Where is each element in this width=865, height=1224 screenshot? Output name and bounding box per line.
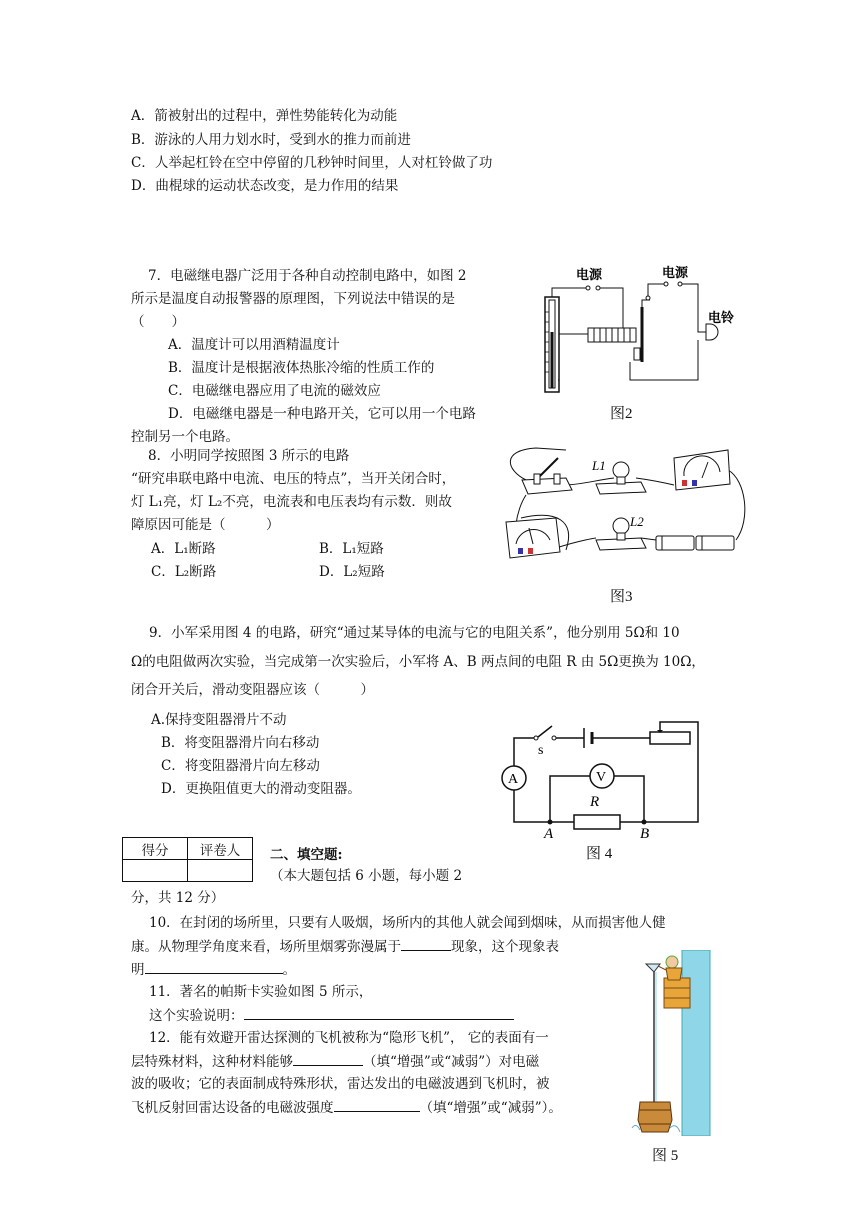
q11-line2-text: 这个实验说明： bbox=[149, 1008, 244, 1024]
fig3-l1-label: L1 bbox=[592, 458, 606, 473]
section-2-note-line2: 分，共 12 分） bbox=[131, 890, 225, 906]
figure-5-caption: 图 5 bbox=[652, 1148, 679, 1164]
q11-blank[interactable] bbox=[244, 1005, 514, 1020]
q12-blank-1[interactable] bbox=[293, 1051, 363, 1066]
q7-option-d: D．电磁继电器是一种电路开关，它可以用一个电路 bbox=[168, 406, 476, 422]
figure-3-series-circuit bbox=[496, 440, 756, 580]
figure-2-relay-diagram bbox=[518, 262, 748, 404]
q12-blank-2[interactable] bbox=[334, 1097, 420, 1112]
q8-line4: 障原因可能是（ ） bbox=[131, 517, 280, 533]
q7-option-a: A．温度计可以用酒精温度计 bbox=[168, 337, 340, 353]
q11-line1: 11．著名的帕斯卡实验如图 5 所示， bbox=[149, 984, 373, 1000]
fig2-power1-label: 电源 bbox=[576, 267, 603, 282]
figure-4-caption: 图 4 bbox=[586, 846, 613, 862]
section-2-note-line1: （本大题包括 6 小题，每小题 2 bbox=[270, 868, 463, 884]
fig4-point-a-label: A bbox=[544, 826, 554, 840]
q10-line3-end: 。 bbox=[282, 962, 296, 978]
q10-line3-start: 明 bbox=[131, 962, 145, 978]
q8-option-b: B．L₁短路 bbox=[319, 541, 384, 557]
fig4-point-b-label: B bbox=[640, 826, 650, 840]
fig4-ammeter-label: A bbox=[508, 772, 519, 787]
q9-line3: 闭合开关后，滑动变阻器应该（ ） bbox=[131, 682, 374, 698]
q10-blank-1[interactable] bbox=[401, 936, 451, 951]
q7-option-c: C．电磁继电器应用了电流的磁效应 bbox=[168, 383, 381, 399]
q12-line4-start: 飞机反射回雷达设备的电磁波强度 bbox=[131, 1100, 334, 1116]
fig3-l2-label: L2 bbox=[630, 514, 644, 529]
q10-line1: 10．在封闭的场所里，只要有人吸烟，场所内的其他人就会闻到烟味，从而损害他人健 bbox=[149, 915, 666, 931]
figure-4-circuit bbox=[494, 718, 724, 840]
q9-option-a: A.保持变阻器滑片不动 bbox=[151, 712, 287, 728]
score-cell[interactable] bbox=[123, 860, 188, 882]
q9-line2: Ω的电阻做两次实验，当完成第一次实验后，小军将 A、B 两点间的电阻 R 由 5Ω更换为 10Ω， bbox=[131, 654, 705, 670]
q11-line2 bbox=[149, 1005, 514, 1026]
q7-paren: （ ） bbox=[131, 314, 185, 330]
grader-header: 评卷人 bbox=[188, 838, 253, 860]
q12-line2-start: 层特殊材料，这种材料能够 bbox=[131, 1054, 293, 1070]
q9-option-b: B．将变阻器滑片向右移动 bbox=[161, 735, 320, 751]
q12-line4-end: （填“增强”或“减弱”）。 bbox=[419, 1100, 562, 1116]
q12-line2 bbox=[131, 1051, 539, 1072]
q6-option-d: D．曲棍球的运动状态改变，是力作用的结果 bbox=[131, 178, 399, 194]
score-header: 得分 bbox=[123, 838, 188, 860]
q8-line2: “研究串联电路中电流、电压的特点”，当开关闭合时， bbox=[131, 471, 456, 487]
q6-option-b: B．游泳的人用力划水时，受到水的推力而前进 bbox=[131, 132, 411, 148]
q10-line2-start: 康。从物理学角度来看，场所里烟雾弥漫属于 bbox=[131, 939, 401, 955]
q8-option-a: A．L₁断路 bbox=[151, 541, 216, 557]
q7-option-b: B．温度计是根据液体热胀冷缩的性质工作的 bbox=[168, 360, 435, 376]
fig4-voltmeter-label: V bbox=[596, 770, 607, 785]
q7-option-d-cont: 控制另一个电路。 bbox=[131, 429, 239, 445]
q12-line3: 波的吸收；它的表面制成特殊形状，雷达发出的电磁波遇到飞机时，被 bbox=[131, 1076, 550, 1092]
q12-line2-end: （填“增强”或“减弱”）对电磁 bbox=[363, 1054, 540, 1070]
q9-option-c: C．将变阻器滑片向左移动 bbox=[161, 758, 320, 774]
figure-2-caption: 图2 bbox=[610, 406, 633, 422]
q12-line1: 12．能有效避开雷达探测的飞机被称为“隐形飞机”， 它的表面有一 bbox=[149, 1030, 549, 1046]
figure-5-pascal-barrel bbox=[628, 950, 714, 1136]
fig2-bell-label: 电铃 bbox=[708, 310, 735, 325]
fig4-switch-label: s bbox=[538, 743, 544, 758]
figure-3-caption: 图3 bbox=[610, 589, 633, 605]
q6-option-a: A．箭被射出的过程中，弹性势能转化为动能 bbox=[131, 108, 398, 124]
q10-line3 bbox=[131, 959, 296, 980]
q7-line1: 7．电磁继电器广泛用于各种自动控制电路中，如图 2 bbox=[148, 268, 467, 284]
q8-line1: 8．小明同学按照图 3 所示的电路 bbox=[148, 448, 350, 464]
q10-line2-end: 现象，这个现象表 bbox=[451, 939, 559, 955]
q10-blank-2[interactable] bbox=[145, 959, 283, 974]
score-table bbox=[122, 837, 253, 882]
grader-cell[interactable] bbox=[188, 860, 253, 882]
q12-line4 bbox=[131, 1097, 562, 1118]
fig2-power2-label: 电源 bbox=[662, 265, 689, 280]
fig4-r-label: R bbox=[590, 794, 600, 810]
q8-option-c: C．L₂断路 bbox=[151, 564, 217, 580]
q7-line2: 所示是温度自动报警器的原理图，下列说法中错误的是 bbox=[131, 291, 455, 307]
q9-option-d: D．更换阻值更大的滑动变阻器。 bbox=[161, 781, 361, 797]
q6-option-c: C．人举起杠铃在空中停留的几秒钟时间里，人对杠铃做了功 bbox=[131, 155, 493, 171]
section-2-title: 二、填空题: bbox=[270, 847, 343, 863]
q9-line1: 9．小军采用图 4 的电路，研究“通过某导体的电流与它的电阻关系”，他分别用 5Ω和 10 bbox=[149, 625, 680, 641]
q10-line2 bbox=[131, 936, 559, 957]
q8-line3: 灯 L₁亮，灯 L₂不亮，电流表和电压表均有示数．则故 bbox=[131, 494, 452, 510]
q8-option-d: D．L₂短路 bbox=[319, 564, 385, 580]
